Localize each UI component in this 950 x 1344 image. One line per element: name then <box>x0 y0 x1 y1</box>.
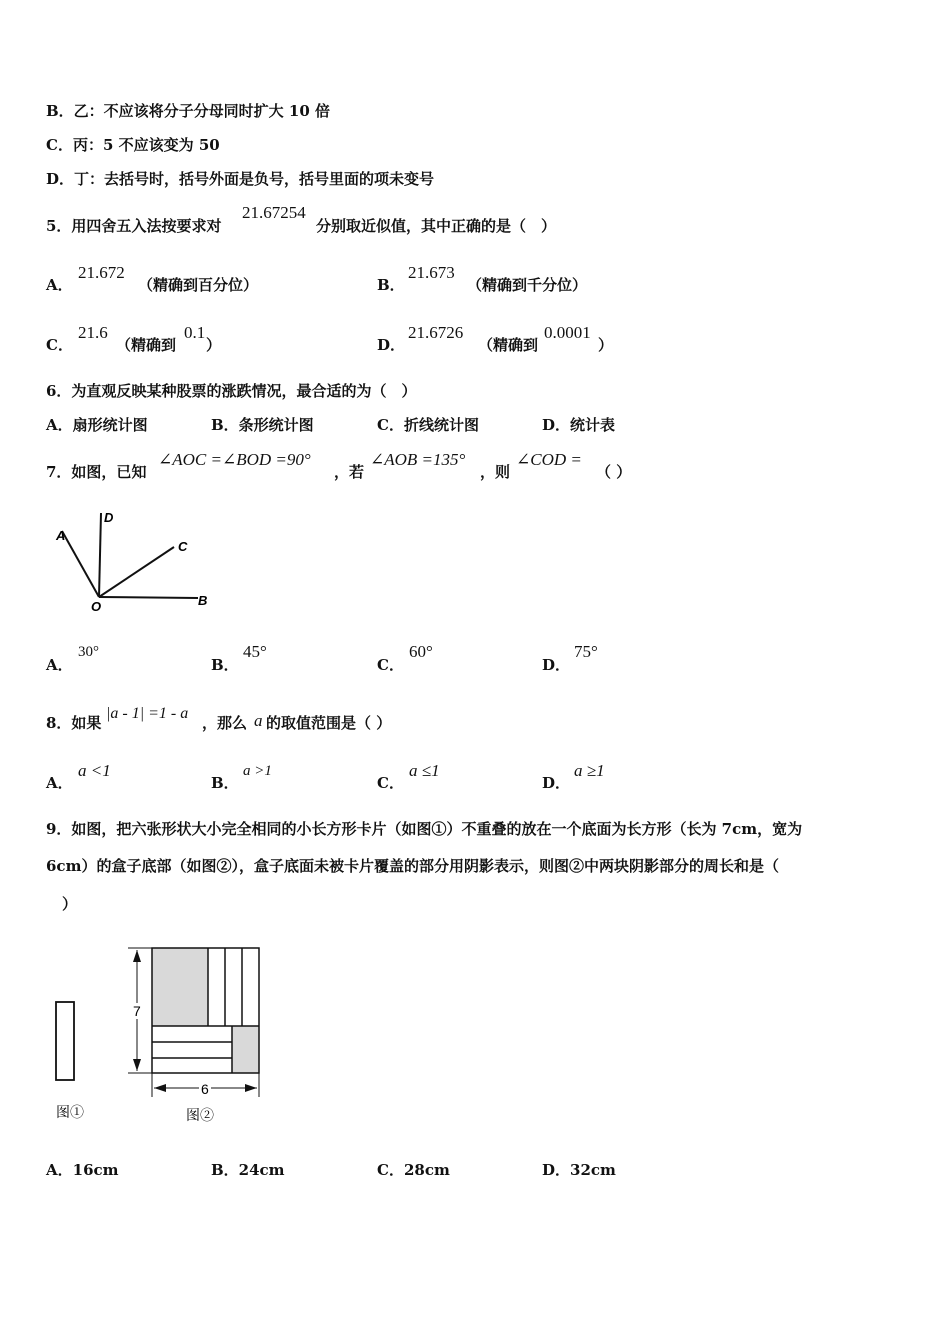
q9-stem-line-2: 6cm）的盒子底部（如图②），盒子底面未被卡片覆盖的部分用阴影表示，则图②中两块阴影部分的周长和是（ <box>46 857 779 875</box>
q5-c-note-open: （精确到 <box>116 336 177 354</box>
q9-stem-line-3: ） <box>62 895 78 913</box>
q8-stem-prefix: 8．如果 <box>46 714 102 732</box>
q7-c-label: C． <box>377 656 404 674</box>
q5-b-label: B． <box>377 276 405 294</box>
q7-d-value: 75° <box>574 642 598 661</box>
q8-b-label: B． <box>211 774 239 792</box>
q6-option-a: A．扇形统计图 <box>46 416 148 434</box>
q9-figure-1-caption: 图① <box>56 1104 84 1120</box>
q9-figure-2 <box>120 940 280 1130</box>
q7-label-d: D <box>104 510 114 525</box>
q4-option-d: D．丁：去括号时，括号外面是负号，括号里面的项未变号 <box>46 170 435 188</box>
q5-d-precision: 0.0001 <box>544 323 591 342</box>
q7-label-o: O <box>91 599 102 614</box>
q5-d-label: D． <box>377 336 406 354</box>
q8-d-value: a ≥1 <box>574 761 605 780</box>
q7-a-label: A． <box>46 656 73 674</box>
q5-c-precision: 0.1 <box>184 323 206 342</box>
q6-option-b: B．条形统计图 <box>211 416 314 434</box>
q8-stem-mid: ，那么 <box>202 714 248 732</box>
q7-c-value: 60° <box>409 642 433 661</box>
q9-stem-line-1: 9．如图，把六张形状大小完全相同的小长方形卡片（如图①）不重叠的放在一个底面为长方形（长为 7cm，宽为 <box>46 820 803 838</box>
q9-option-c: C．28cm <box>377 1161 450 1179</box>
q5-stem-prefix: 5．用四舍五入法按要求对 <box>46 217 222 235</box>
q5-c-label: C． <box>46 336 73 354</box>
q7-b-label: B． <box>211 656 239 674</box>
q8-a-label: A． <box>46 774 73 792</box>
q7-label-a: A <box>56 528 66 543</box>
q9-option-a: A．16cm <box>46 1161 119 1179</box>
q7-stem-then: ，则 <box>480 463 511 481</box>
q6-option-c: C．折线统计图 <box>377 416 479 434</box>
q5-c-value: 21.6 <box>78 323 108 342</box>
q5-number: 21.67254 <box>242 203 306 222</box>
q8-d-label: D． <box>542 774 571 792</box>
q9-option-d: D．32cm <box>542 1161 616 1179</box>
q8-var: a <box>254 711 263 730</box>
q5-stem-suffix: 分别取近似值，其中正确的是（ ） <box>316 217 557 235</box>
q5-a-note: （精确到百分位） <box>138 276 259 294</box>
q9-dimension-width: 6 <box>201 1081 209 1097</box>
q9-dimension-height: 7 <box>133 1003 141 1019</box>
q9-figure-1 <box>50 995 110 1135</box>
q5-a-label: A． <box>46 276 73 294</box>
q4-option-c: C．丙：5 不应该变为 50 <box>46 136 220 154</box>
q8-equation: |a - 1| =1 - a <box>106 705 189 722</box>
q8-stem-suffix: 的取值范围是（ ） <box>266 714 392 732</box>
q7-label-c: C <box>178 539 188 554</box>
q5-d-note-close: ） <box>598 336 614 354</box>
q7-angle-figure <box>54 505 214 615</box>
q8-a-value: a <1 <box>78 761 111 780</box>
q7-target: ∠COD = <box>516 450 582 469</box>
q6-stem: 6．为直观反映某种股票的涨跌情况，最合适的为（ ） <box>46 382 417 400</box>
q5-d-note-open: （精确到 <box>478 336 539 354</box>
q7-stem-mid: ，若 <box>334 463 365 481</box>
q6-option-d: D．统计表 <box>542 416 616 434</box>
q5-c-note-close: ） <box>206 336 222 354</box>
q5-b-value: 21.673 <box>408 263 455 282</box>
q9-option-b: B．24cm <box>211 1161 285 1179</box>
q7-b-value: 45° <box>243 642 267 661</box>
q9-figure-2-caption: 图② <box>186 1107 214 1123</box>
q7-a-value: 30° <box>78 644 99 660</box>
q5-d-value: 21.6726 <box>408 323 464 342</box>
q7-paren: （ ） <box>596 463 632 481</box>
q5-b-note: （精确到千分位） <box>467 276 588 294</box>
q8-c-label: C． <box>377 774 404 792</box>
q7-condition-1: ∠AOC =∠BOD =90° <box>158 450 311 469</box>
q7-d-label: D． <box>542 656 571 674</box>
q5-a-value: 21.672 <box>78 263 125 282</box>
q8-b-value: a >1 <box>243 763 272 779</box>
q7-condition-2: ∠AOB =135° <box>370 450 466 469</box>
q8-c-value: a ≤1 <box>409 761 440 780</box>
q7-stem-prefix: 7．如图，已知 <box>46 463 147 481</box>
q7-label-b: B <box>198 593 208 608</box>
q4-option-b: B．乙：不应该将分子分母同时扩大 10 倍 <box>46 102 330 120</box>
